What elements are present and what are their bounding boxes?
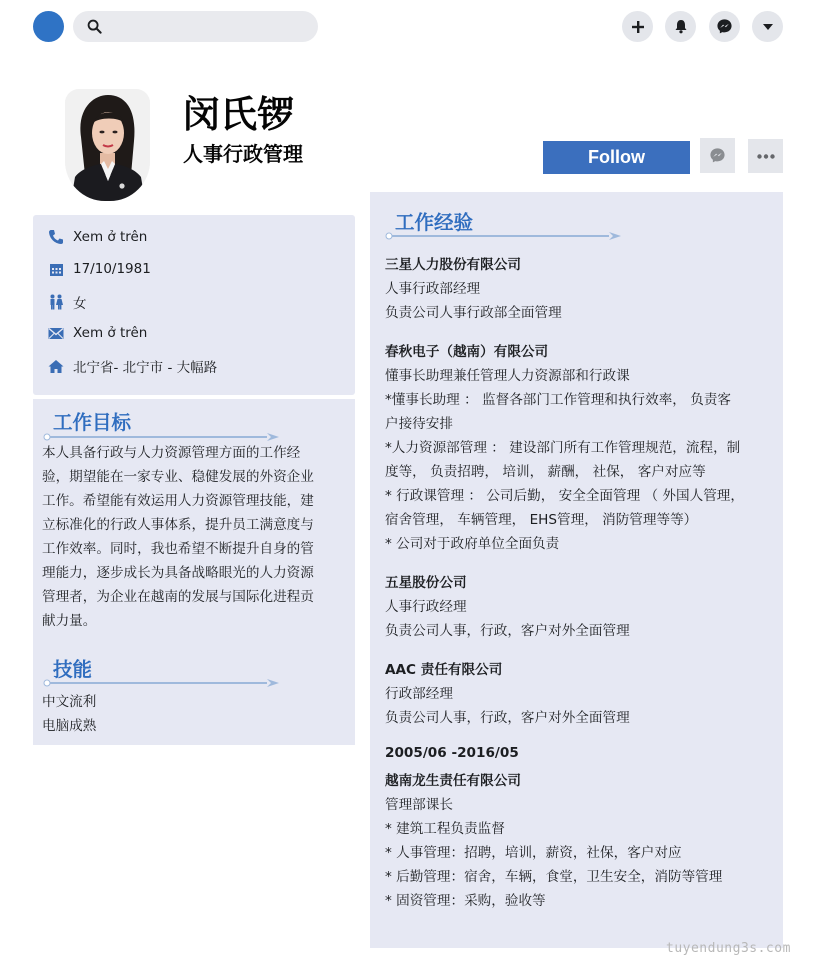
follow-button[interactable]: Follow [543,141,690,174]
job-detail: 负责公司人事行政部全面管理 [385,305,562,321]
address-value: 北宁省- 北宁市 - 大幅路 [73,360,218,376]
calendar-icon [47,260,65,278]
company-name: 春秋电子（越南）有限公司 [385,344,549,360]
job-detail: *人力资源部管理 ： 建设部门所有工作管理规范，流程，制 [385,440,741,456]
job-detail: * 固资管理：采购，验收等 [385,893,546,909]
more-horizontal-icon [757,154,775,159]
email-value: Xem ở trên [73,325,148,341]
job-detail: *懂事长助理 ： 监督各部门工作管理和执行效率， 负责客 [385,392,732,408]
job-period: 2005/06 -2016/05 [385,745,519,761]
plus-icon [631,20,645,34]
phone-value: Xem ở trên [73,229,148,245]
messenger-icon [709,147,726,164]
company-name: AAC 责任有限公司 [385,662,503,678]
skill-item: 中文流利 [42,694,97,710]
info-gender [47,292,87,312]
messenger-icon [716,18,733,35]
job-detail: * 行政课管理 ： 公司后勤， 安全全面管理 （ 外国人管理， [385,488,744,504]
section-divider [384,231,624,241]
job-detail: 懂事长助理兼任管理人力资源部和行政课 [385,368,630,384]
job-detail: * 后勤管理：宿舍，车辆，食堂，卫生安全，消防等管理 [385,869,723,885]
search-input[interactable] [109,17,308,38]
job-detail: 负责公司人事，行政，客户对外全面管理 [385,710,630,726]
objective-heading: 工作目标 [53,411,132,434]
job-detail: 管理部课长 [385,797,453,813]
gender-icon [47,293,65,311]
gender-value: 女 [73,296,87,312]
home-icon [47,357,65,375]
birthday-value: 17/10/1981 [73,261,151,277]
brand-logo-icon[interactable] [33,11,64,42]
message-button[interactable] [700,138,735,173]
create-button[interactable] [622,11,653,42]
phone-icon [47,228,65,246]
info-phone [47,228,147,246]
job-detail: * 建筑工程负责监督 [385,821,505,837]
skill-item: 电脑成熟 [42,718,97,734]
avatar [65,89,150,201]
caret-down-icon [762,23,774,31]
search-icon [87,19,102,34]
job-detail: * 公司对于政府单位全面负责 [385,536,560,552]
company-name: 五星股份公司 [385,575,467,591]
experience-heading: 工作经验 [395,211,474,234]
profile-job-title: 人事行政管理 [183,142,303,166]
job-detail: 宿舍管理， 车辆管理， EHS管理， 消防管理等等） [385,512,698,528]
company-name: 三星人力股份有限公司 [385,257,521,273]
more-options-button[interactable] [748,139,783,173]
contact-info-panel [33,215,355,395]
job-detail: 行政部经理 [385,686,453,702]
job-detail: * 人事管理：招聘，培训，薪资，社保，客户对应 [385,845,682,861]
info-birthday [47,260,151,278]
skills-heading: 技能 [53,658,93,681]
company-name: 越南龙生责任有限公司 [385,773,521,789]
profile-name: 闵氏锣 [183,93,294,136]
job-detail: 人事行政部经理 [385,281,481,297]
job-detail: 度等， 负责招聘， 培训， 薪酬， 社保， 客户对应等 [385,464,706,480]
search-bar[interactable] [73,11,318,42]
objective-text: 本人具备行政与人力资源管理方面的工作经验，期望能在一家专业、稳健发展的外资企业工作。希望能有效运用人力资源管理技能，建立标准化的行政人事体系，提升员工满意度与工作效率。同时，我也希望不断提升自身的管理能力，逐步成长为具备战略眼光的人力资源管理者，为企业在越南的发展与国际化进程贡献力量。 [42,445,314,629]
job-detail: 人事行政经理 [385,599,467,615]
job-detail: 负责公司人事，行政，客户对外全面管理 [385,623,630,639]
notifications-button[interactable] [665,11,696,42]
watermark: tuyendung3s.com [666,941,791,956]
info-email [47,324,147,342]
profile-photo [65,89,150,201]
account-menu-button[interactable] [752,11,783,42]
bell-icon [674,19,688,34]
info-address [47,356,217,376]
envelope-icon [47,324,65,342]
job-detail: 户接待安排 [385,416,453,432]
section-divider [42,678,282,688]
messenger-button[interactable] [709,11,740,42]
